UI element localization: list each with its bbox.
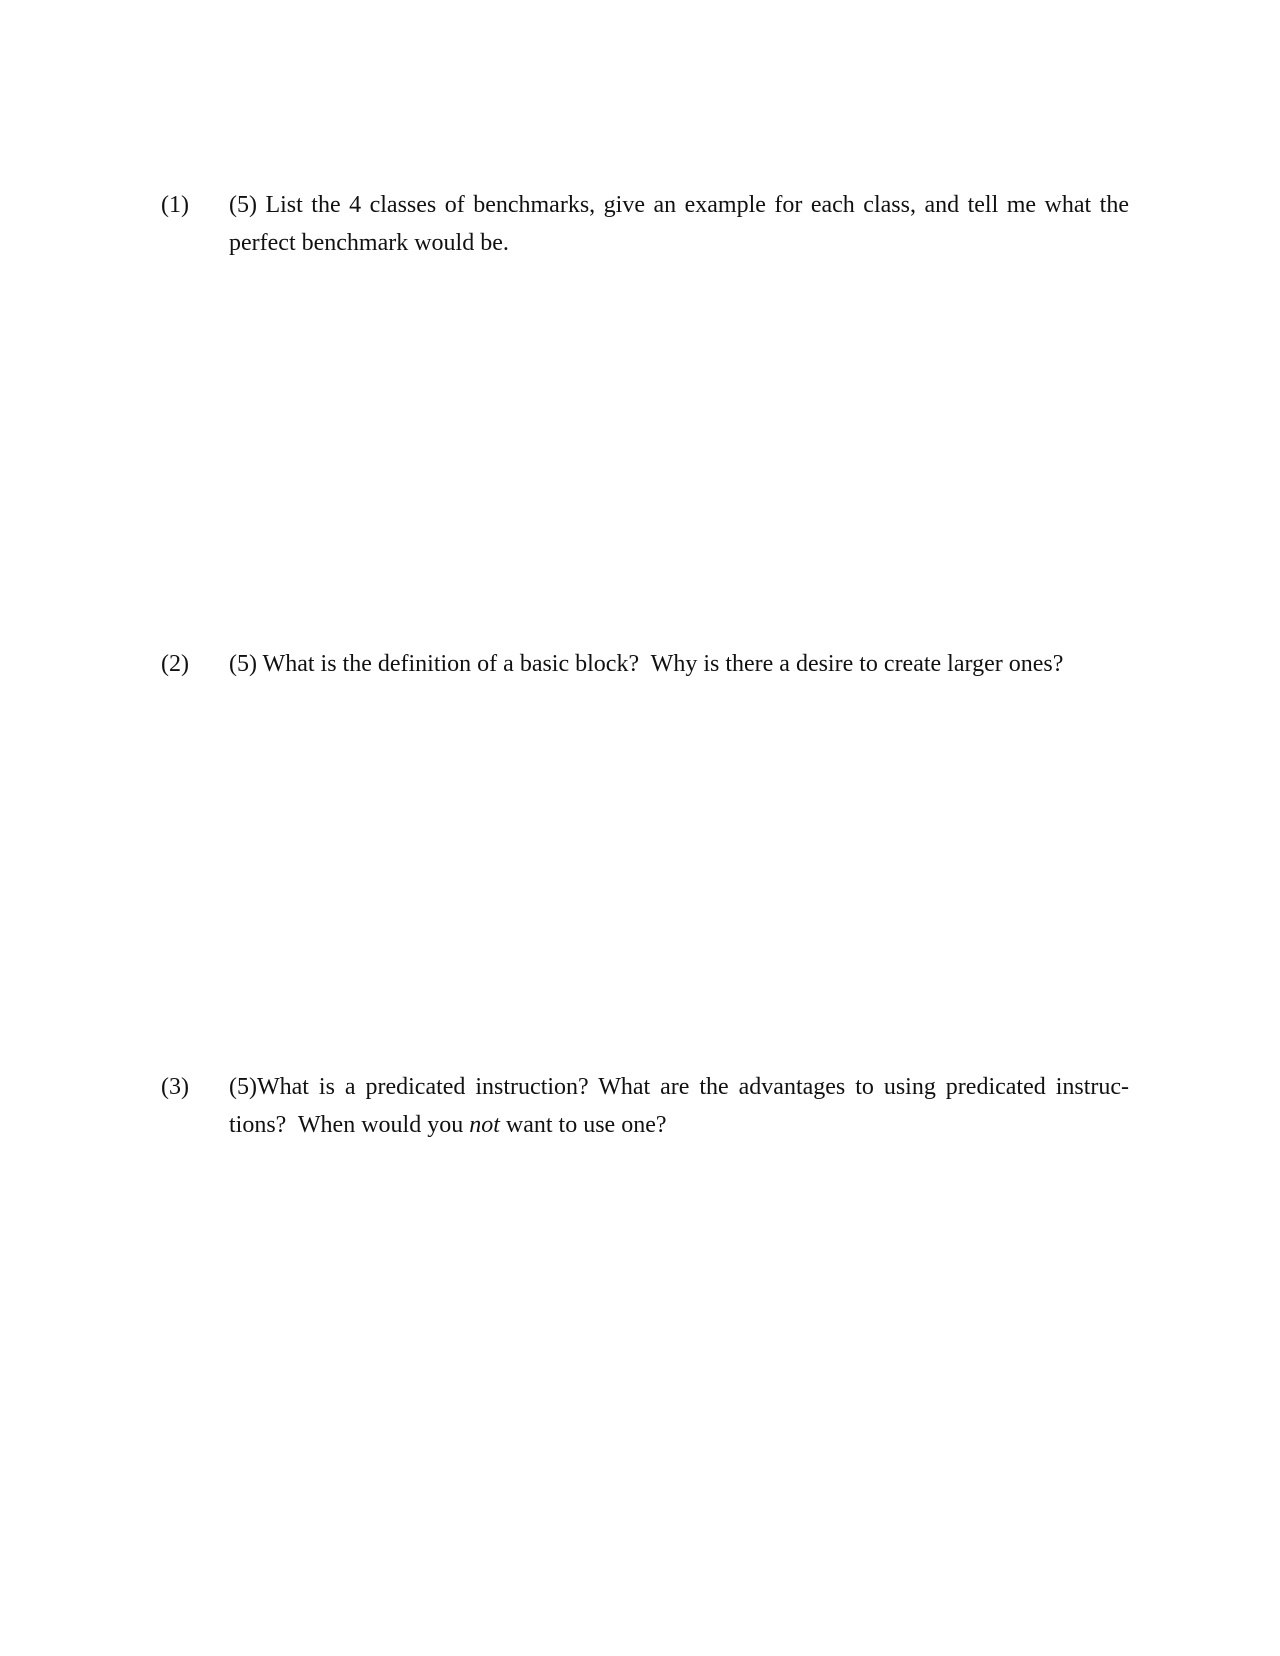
- question-text: [229, 645, 1129, 683]
- question-number: (3): [161, 1074, 189, 1100]
- question-text-segment: want to use one?: [499, 1112, 667, 1138]
- emphasis-text: not: [469, 1112, 500, 1138]
- question-text: [229, 1068, 1129, 1144]
- question-text-line: [229, 1106, 1129, 1144]
- question-text-segment: tions? When would you: [229, 1112, 470, 1138]
- question-number: (2): [161, 651, 189, 677]
- question-text-line: (5)What is a predicated instruction? What are the advantages to using predicated instruc-: [229, 1074, 1129, 1100]
- question-text-line: (5) What is the definition of a basic block? Why is there a desire to create larger ones?: [229, 651, 1064, 677]
- question-text-line: (5) List the 4 classes of benchmarks, give an example for each class, and tell me what the: [229, 192, 1129, 218]
- question-text-line: perfect benchmark would be.: [229, 230, 509, 256]
- question-number: (1): [161, 192, 189, 218]
- question-text: [229, 186, 1129, 262]
